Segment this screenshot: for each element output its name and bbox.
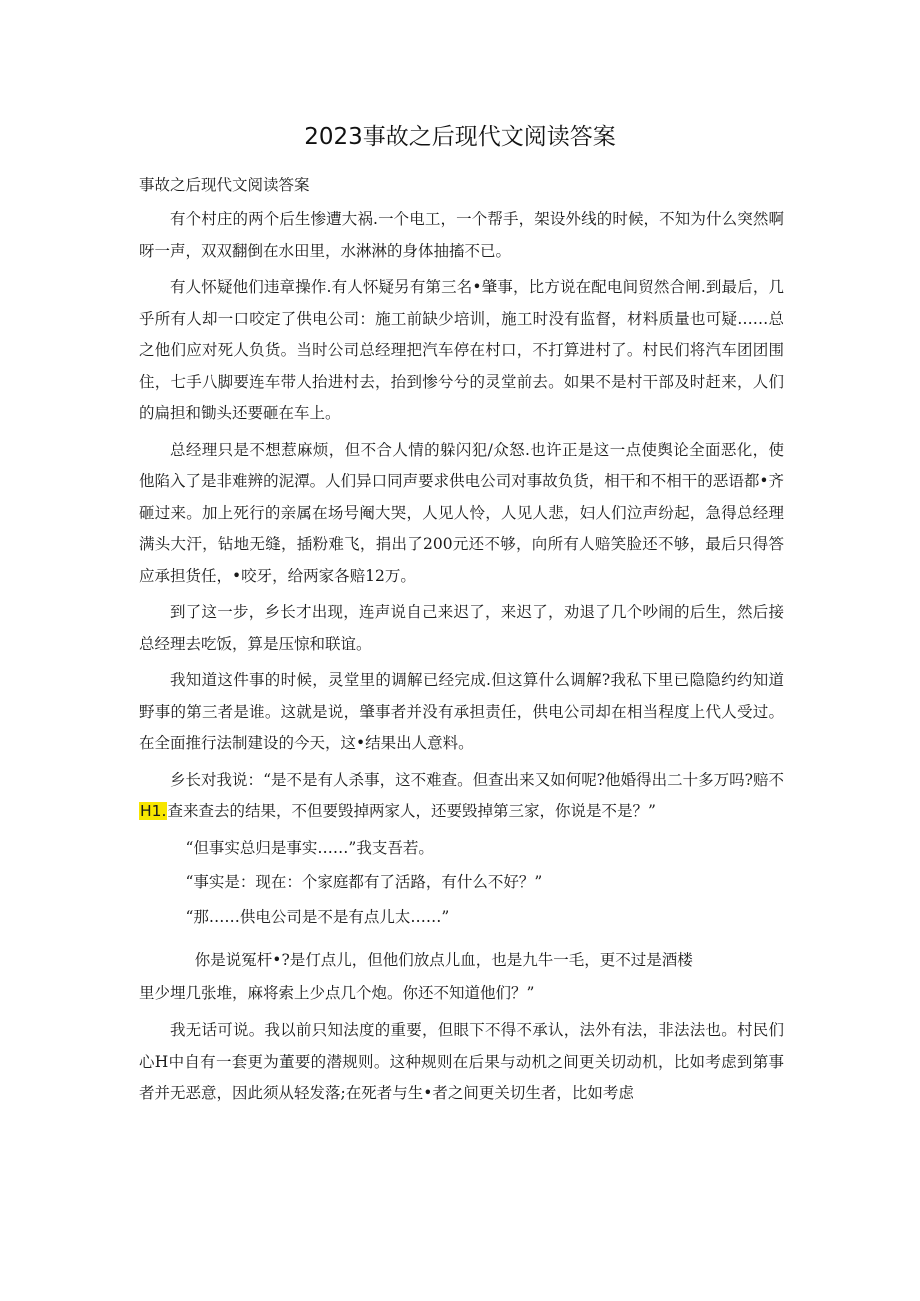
dialog-line-3: “那……供电公司是不是有点儿太……” (185, 907, 450, 926)
document-title: 2023事故之后现代文阅读答案 (304, 124, 616, 150)
paragraph-dialog-township-head (139, 765, 784, 833)
paragraph-1: 有个村庄的两个后生惨遭大祸.一个电工，一个帮手，架设外线的时候，不知为什么突然啊呀一声，双双翻倒在水田里，水淋淋的身体抽搐不已。 (139, 210, 784, 260)
dialog-text-before: 乡长对我说：“是不是有人杀事，这不难查。但查出来又如何呢?他婚得出二十多万吗?赔不 (170, 770, 784, 789)
dialog-line-1: “但事实总归是事实……”我支吾若。 (185, 838, 434, 857)
paragraph-closing: 我无话可说。我以前只知法度的重要，但眼下不得不承认，法外有法，非法法也。村民们心H中自有一套更为董要的潜规则。这种规则在后果与动机之间更关切动机，比如考虑到第事者并无恶意，因此须从轻发落;在死者与生•者之间更关切生者，比如考虑 (139, 1021, 784, 1102)
paragraph-5: 我知道这件事的时候，灵堂里的调解已经完成.但这算什么调解?我私下里已隐隐约约知道野事的第三者是谁。这就是说，肇事者并没有承担责任，供电公司却在相当程度上代人受过。在全面推行法制建设的今天，这•结果出人意料。 (139, 671, 784, 752)
paragraph-2: 有人怀疑他们违章操作.有人怀疑另有第三名•肇事，比方说在配电间贸然合闸.到最后，几乎所有人却一口咬定了供电公司：施工前缺少培训，施工时没有监督，材料质量也可疑……总之他们应对死人负货。当时公司总经理把汽车停在村口，不打算进村了。村民们将汽车团团围住，七手八脚要连车带人抬进村去，抬到惨兮兮的灵堂前去。如果不是村干部及时赶来，人们的扁担和锄头还要砸在车上。 (139, 278, 784, 422)
article-body (139, 204, 784, 1115)
document-subtitle: 事故之后现代文阅读答案 (139, 176, 310, 194)
special-line-2: 里少埋几张堆，麻将索上少点几个炮。你还不知道他们？” (139, 984, 535, 1002)
dialog-line-2: “事实是：现在：个家庭都有了活路，有什么不好？” (185, 873, 543, 891)
paragraph-3: 总经理只是不想惹麻烦，但不合人情的躲闪犯/众怒.也许正是这一点使舆论全面恶化，使他陷入了是非难辨的泥潭。人们异口同声要求供电公司对事故负货，相干和不相干的恶语都•齐砸过来。加上死行的亲属在场号阉大哭，人见人怜，人见人悲，妇人们泣声纷起，急得总经理满头大汗，钻地无缝，插粉难飞，捐出了200元还不够，向所有人赔笑脸还不够，最后只得答应承担货任，•咬牙，给两家各赔12万。 (139, 440, 784, 585)
special-line-1: 你是说冤杆•?是仃点儿，但他们放点儿血，也是九牛一毛，更不过是酒楼 (194, 951, 693, 969)
paragraph-special (139, 936, 784, 1015)
paragraph-4: 到了这一步，乡长才出现，连声说自己来迟了，来迟了，劝退了几个吵闹的后生，然后接总经理去吃饭，算是压惊和联谊。 (139, 603, 784, 653)
highlighted-text: H1. (140, 802, 167, 820)
dialog-text-after: 查来查去的结果，不但要毁掉两家人，还要毁掉第三家，你说是不是？” (167, 802, 656, 820)
